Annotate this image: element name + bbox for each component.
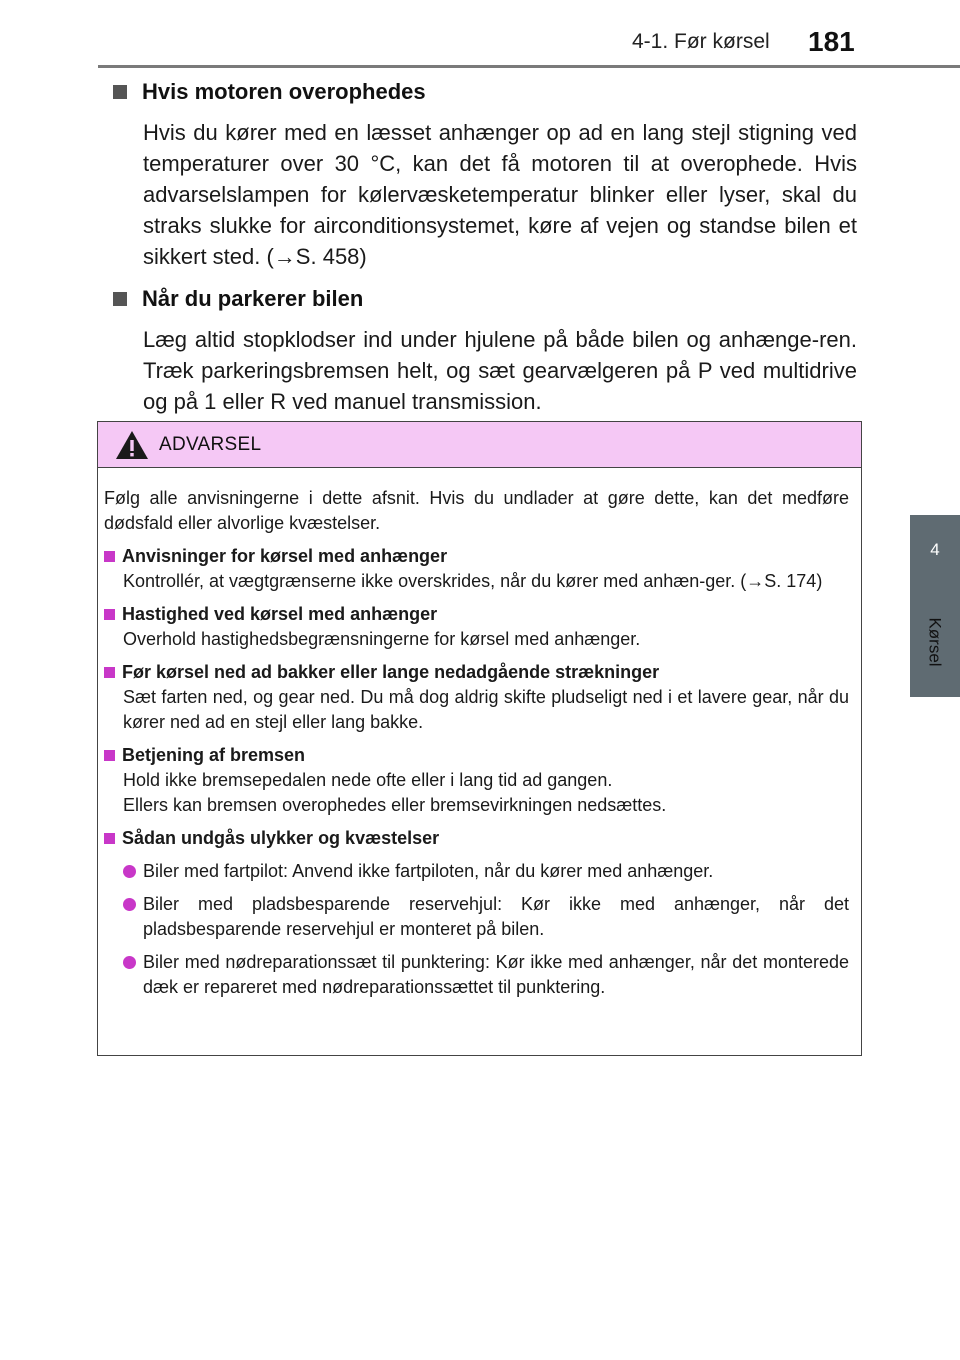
side-tab-number: 4 — [930, 540, 940, 559]
warning-title: ADVARSEL — [159, 433, 262, 455]
warning-item-text: Kontrollér, at vægtgrænserne ikke overskrides, når du kører med anhæn-ger. (→S. 174) — [123, 571, 823, 591]
section-heading — [113, 76, 857, 108]
header-chapter-title: 4-1. Før kørsel — [632, 30, 770, 53]
warning-intro: Følg alle anvisningerne i dette afsnit. Hvis du undlader at gøre dette, kan det medføre dødsfald eller alvorlige kvæstelser. — [104, 488, 849, 533]
bullet-text: Biler med nødreparationssæt til punktering: Kør ikke med anhænger, når det monterede dæk er repareret med nødreparationssættet til punktering. — [143, 952, 849, 997]
circle-bullet-icon — [123, 898, 136, 911]
bullet-item — [123, 950, 849, 1000]
warning-item-heading — [104, 660, 849, 685]
square-bullet-icon — [113, 292, 127, 306]
warning-item-heading-text: Hastighed ved kørsel med anhænger — [122, 604, 438, 624]
warning-item-heading — [104, 826, 849, 851]
square-bullet-icon — [104, 833, 115, 844]
section-heading-text: Hvis motoren overophedes — [142, 79, 426, 104]
square-bullet-icon — [113, 85, 127, 99]
section-body: Hvis du kører med en læsset anhænger op ad en lang stejl stigning ved temperaturer over 30 °C, kan det få motoren til at overophede. Hvis advarselslampen for kølervæsketemperatur blinker eller lyser, skal du straks slukke for airconditionsystemet, køre af vejen og standse bilen et sikkert sted. (→S. 458) — [143, 120, 857, 269]
circle-bullet-icon — [123, 956, 136, 969]
section-heading — [113, 283, 857, 315]
side-tab-label — [911, 607, 959, 677]
warning-item-heading — [104, 602, 849, 627]
bullet-item — [123, 859, 849, 884]
warning-item-heading — [104, 544, 849, 569]
page-number: 181 — [808, 26, 855, 57]
warning-item-text-line: Ellers kan bremsen overophedes eller bremsevirkningen nedsættes. — [123, 795, 667, 815]
warning-item-text-line: Hold ikke bremsepedalen nede ofte eller i lang tid ad gangen. — [123, 770, 613, 790]
warning-body — [98, 468, 861, 1000]
warning-item-text: Overhold hastighedsbegrænsningerne for kørsel med anhænger. — [123, 629, 641, 649]
warning-item-heading-text: Før kørsel ned ad bakker eller lange nedadgående strækninger — [122, 662, 660, 682]
bullet-text: Biler med fartpilot: Anvend ikke fartpiloten, når du kører med anhænger. — [143, 861, 714, 881]
bullet-item — [123, 892, 849, 942]
warning-box — [97, 421, 862, 1056]
warning-item-heading-text: Sådan undgås ulykker og kvæstelser — [122, 828, 440, 848]
warning-item-heading — [104, 743, 849, 768]
warning-item-heading-text: Anvisninger for kørsel med anhænger — [122, 546, 448, 566]
section-body: Læg altid stopklodser ind under hjulene på både bilen og anhænge-ren. Træk parkeringsbremsen helt, og sæt gearvælgeren på P ved multidrive og på 1 eller R ved manuel transmission. — [143, 327, 857, 414]
warning-item-text: Sæt farten ned, og gear ned. Du må dog aldrig skifte pludseligt ned i et lavere gear, når du kører ned ad en stejl eller lang bakke. — [123, 687, 849, 732]
circle-bullet-icon — [123, 865, 136, 878]
side-tab-label-text: Kørsel — [926, 617, 945, 667]
warning-triangle-icon — [115, 430, 149, 460]
bullet-text: Biler med pladsbesparende reservehjul: Kør ikke med anhænger, når det pladsbesparende reservehjul er monteret på bilen. — [143, 894, 849, 939]
square-bullet-icon — [104, 667, 115, 678]
section-heading-text: Når du parkerer bilen — [142, 286, 364, 311]
square-bullet-icon — [104, 750, 115, 761]
square-bullet-icon — [104, 609, 115, 620]
warning-item-heading-text: Betjening af bremsen — [122, 745, 306, 765]
main-content — [113, 76, 857, 417]
square-bullet-icon — [104, 551, 115, 562]
header-divider — [98, 65, 960, 68]
warning-header — [98, 422, 861, 468]
